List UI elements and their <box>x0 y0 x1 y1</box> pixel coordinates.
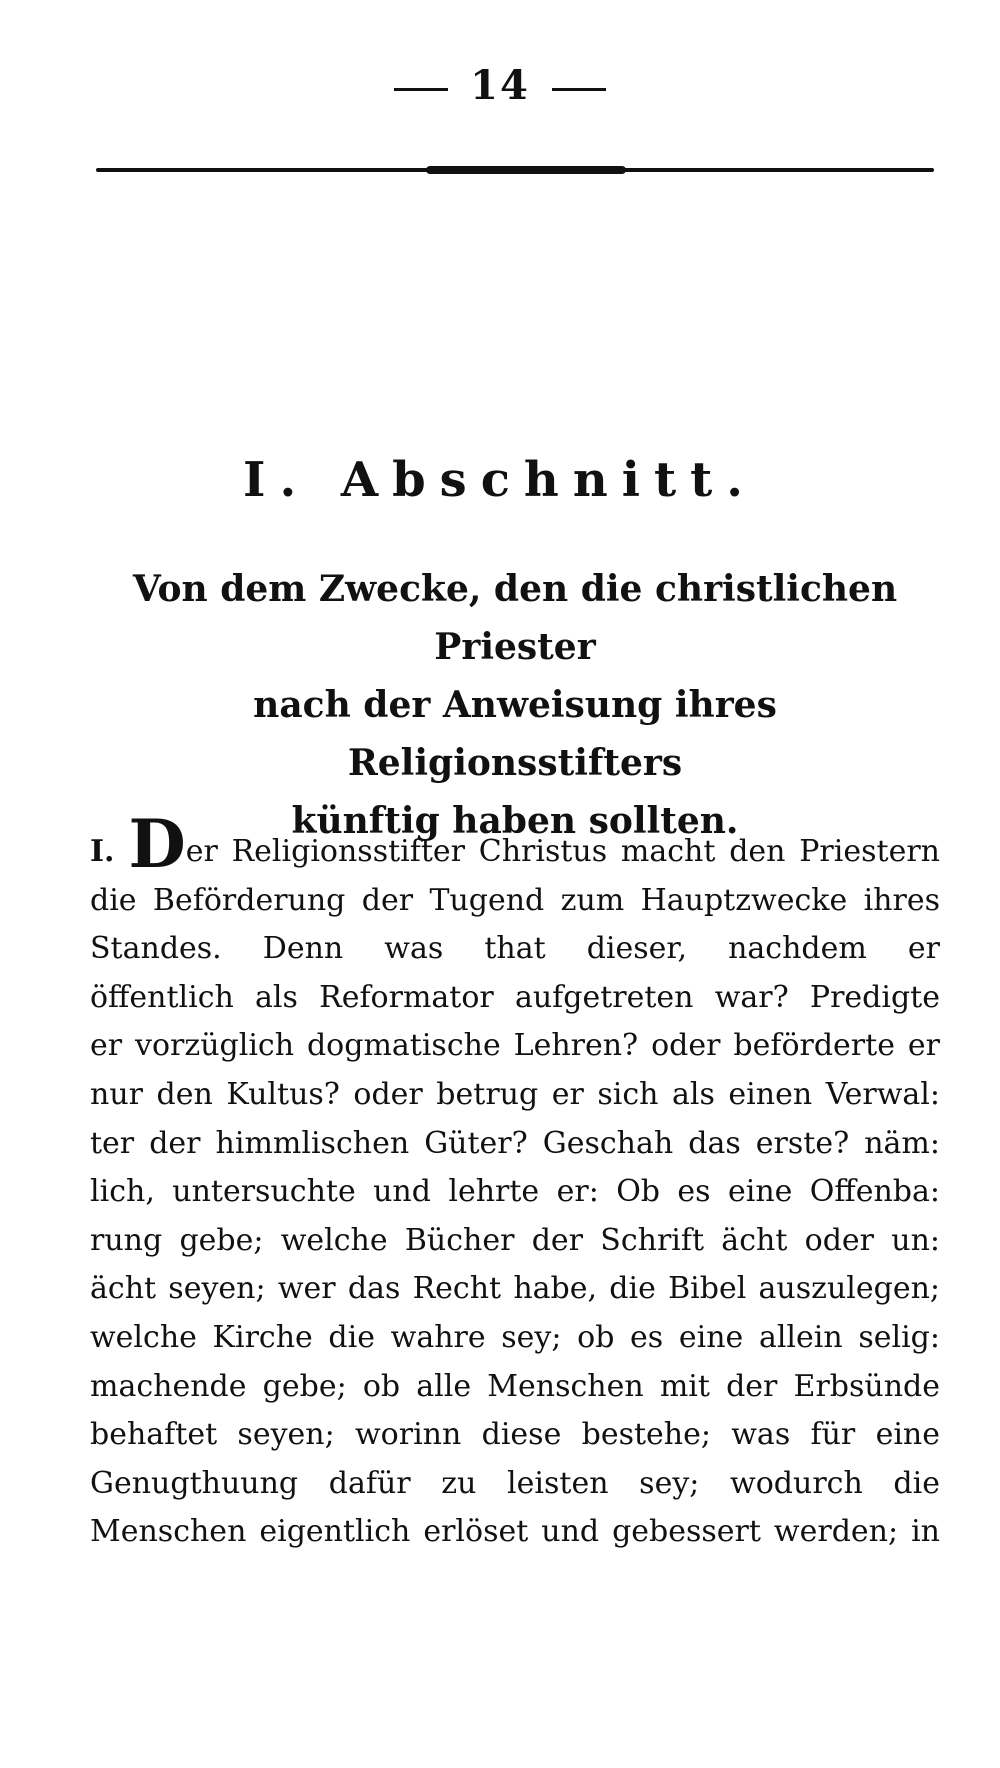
text-line: behaftet seyen; worinn diese bestehe; was für eine <box>90 1417 940 1453</box>
text-line-content: er Religionsstifter Christus macht den Priestern <box>185 834 940 869</box>
text-line: ter der himmlischen Güter? Geschah das erste? näm: <box>90 1125 940 1161</box>
subtitle-line: künftig haben sollten. <box>291 800 739 842</box>
subtitle-line: Von dem Zwecke, den die christlichen Priester <box>132 568 898 668</box>
text-line: rung gebe; welche Bücher der Schrift ächt oder un: <box>90 1222 940 1258</box>
page-number <box>0 62 1000 109</box>
text-line: nur den Kultus? oder betrug er sich als einen Verwal: <box>90 1076 940 1112</box>
section-title: I. Abschnitt. <box>242 452 757 508</box>
text-line: Genugthuung dafür zu leisten sey; wodurch die <box>90 1465 940 1501</box>
page-number-text: 14 <box>470 62 530 109</box>
header-rule <box>96 168 934 172</box>
text-line: welche Kirche die wahre sey; ob es eine allein selig: <box>90 1319 940 1355</box>
subtitle-line: nach der Anweisung ihres Religionsstifters <box>253 684 777 784</box>
paragraph-number: I. <box>90 834 115 869</box>
right-dash <box>552 88 606 91</box>
left-dash <box>394 88 448 91</box>
text-line: öffentlich als Reformator aufgetreten war? Predigte <box>90 979 940 1015</box>
text-line: lich, untersuchte und lehrte er: Ob es eine Offenba: <box>90 1174 940 1210</box>
drop-cap: D <box>128 805 186 883</box>
text-line: er vorzüglich dogmatische Lehren? oder beförderte er <box>90 1028 940 1064</box>
text-line: machende gebe; ob alle Menschen mit der Erbsünde <box>90 1368 940 1404</box>
text-line: Standes. Denn was that dieser, nachdem er <box>90 931 940 967</box>
text-line: Menschen eigentlich erlöset und gebessert werden; in <box>90 1514 940 1550</box>
text-line: die Beförderung der Tugend zum Hauptzwecke ihres <box>90 882 940 918</box>
text-line: ächt seyen; wer das Recht habe, die Bibel auszulegen; <box>90 1271 940 1307</box>
section-subtitle <box>90 560 940 850</box>
